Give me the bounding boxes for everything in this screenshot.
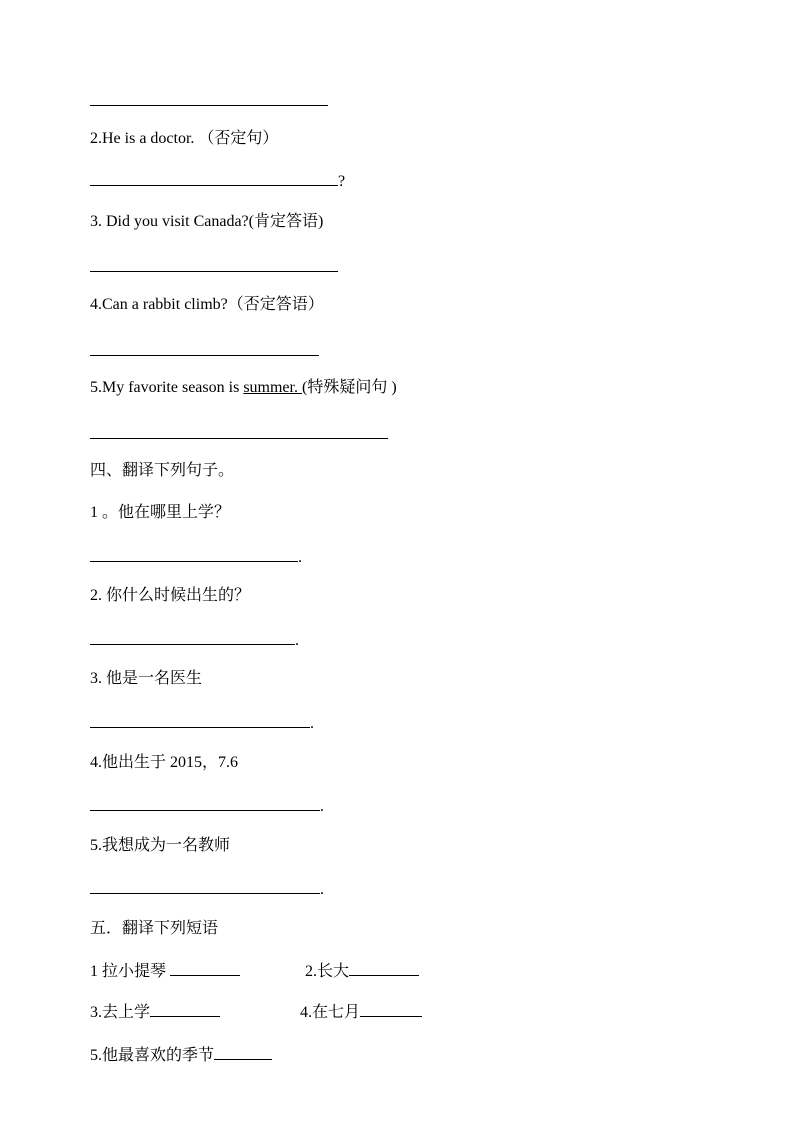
section-4-heading: 四、翻译下列句子。: [90, 462, 235, 479]
phrase-item-2: [305, 961, 419, 982]
question-5-suffix: (特殊疑问句 ): [301, 379, 397, 396]
answer-line-q3[interactable]: [90, 271, 338, 272]
answer-line-q1[interactable]: [90, 105, 328, 106]
phrase-answer-line-1[interactable]: [170, 961, 240, 976]
answer-row-q2: [90, 171, 345, 192]
phrase-2-label: 2.长大: [305, 963, 350, 980]
translate-item-1: 1 。他在哪里上学？: [90, 504, 231, 521]
phrase-1-label: 1 拉小提琴: [90, 963, 171, 980]
phrase-item-5: [90, 1045, 272, 1066]
answer-line-q5[interactable]: [90, 438, 388, 439]
translate-item-3: 3. 他是一名医生: [90, 670, 203, 687]
phrase-answer-line-5[interactable]: [214, 1045, 272, 1060]
answer-line-q2[interactable]: [90, 171, 338, 186]
phrase-5-label: 5.他最喜欢的季节: [90, 1047, 215, 1064]
section-5-heading: 五．翻译下列短语: [90, 920, 219, 937]
translate-answer-line-3[interactable]: [90, 713, 310, 728]
answer-period: .: [298, 549, 302, 566]
phrase-4-label: 4.在七月: [300, 1004, 361, 1021]
phrase-3-label: 3.去上学: [90, 1004, 151, 1021]
phrase-answer-line-4[interactable]: [360, 1002, 422, 1017]
answer-period: .: [295, 632, 299, 649]
answer-period: .: [320, 798, 324, 815]
translate-answer-3: [90, 713, 314, 734]
question-3-text: 3. Did you visit Canada?(肯定答语): [90, 213, 324, 230]
question-2-text: 2.He is a doctor. （否定句）: [90, 130, 279, 147]
answer-q2-suffix: ?: [338, 173, 346, 190]
answer-period: .: [310, 715, 314, 732]
phrase-item-1: [90, 961, 240, 982]
question-3: [90, 212, 323, 232]
translate-answer-line-4[interactable]: [90, 796, 320, 811]
phrase-item-4: [300, 1002, 422, 1023]
answer-period: .: [320, 881, 324, 898]
translate-answer-line-1[interactable]: [90, 547, 298, 562]
question-5-underlined: summer.: [243, 379, 302, 396]
phrase-answer-line-3[interactable]: [150, 1002, 220, 1017]
translate-item-4: 4.他出生于 2015，7.6: [90, 754, 239, 771]
translate-answer-4: [90, 796, 324, 817]
question-4: [90, 295, 324, 315]
question-4-text: 4.Can a rabbit climb?（否定答语）: [90, 296, 324, 313]
translate-answer-line-2[interactable]: [90, 630, 295, 645]
phrase-answer-line-2[interactable]: [349, 961, 419, 976]
answer-line-q4[interactable]: [90, 355, 319, 356]
translate-answer-5: [90, 879, 324, 900]
translate-item-2: 2. 你什么时候出生的？: [90, 587, 251, 604]
translate-item-5: 5.我想成为一名教师: [90, 837, 231, 854]
phrase-item-3: [90, 1002, 220, 1023]
question-2: [90, 129, 278, 149]
translate-answer-1: [90, 547, 302, 568]
question-5-prefix: 5.My favorite season is: [90, 379, 244, 396]
question-5: [90, 378, 397, 398]
translate-answer-line-5[interactable]: [90, 879, 320, 894]
translate-answer-2: [90, 630, 299, 651]
